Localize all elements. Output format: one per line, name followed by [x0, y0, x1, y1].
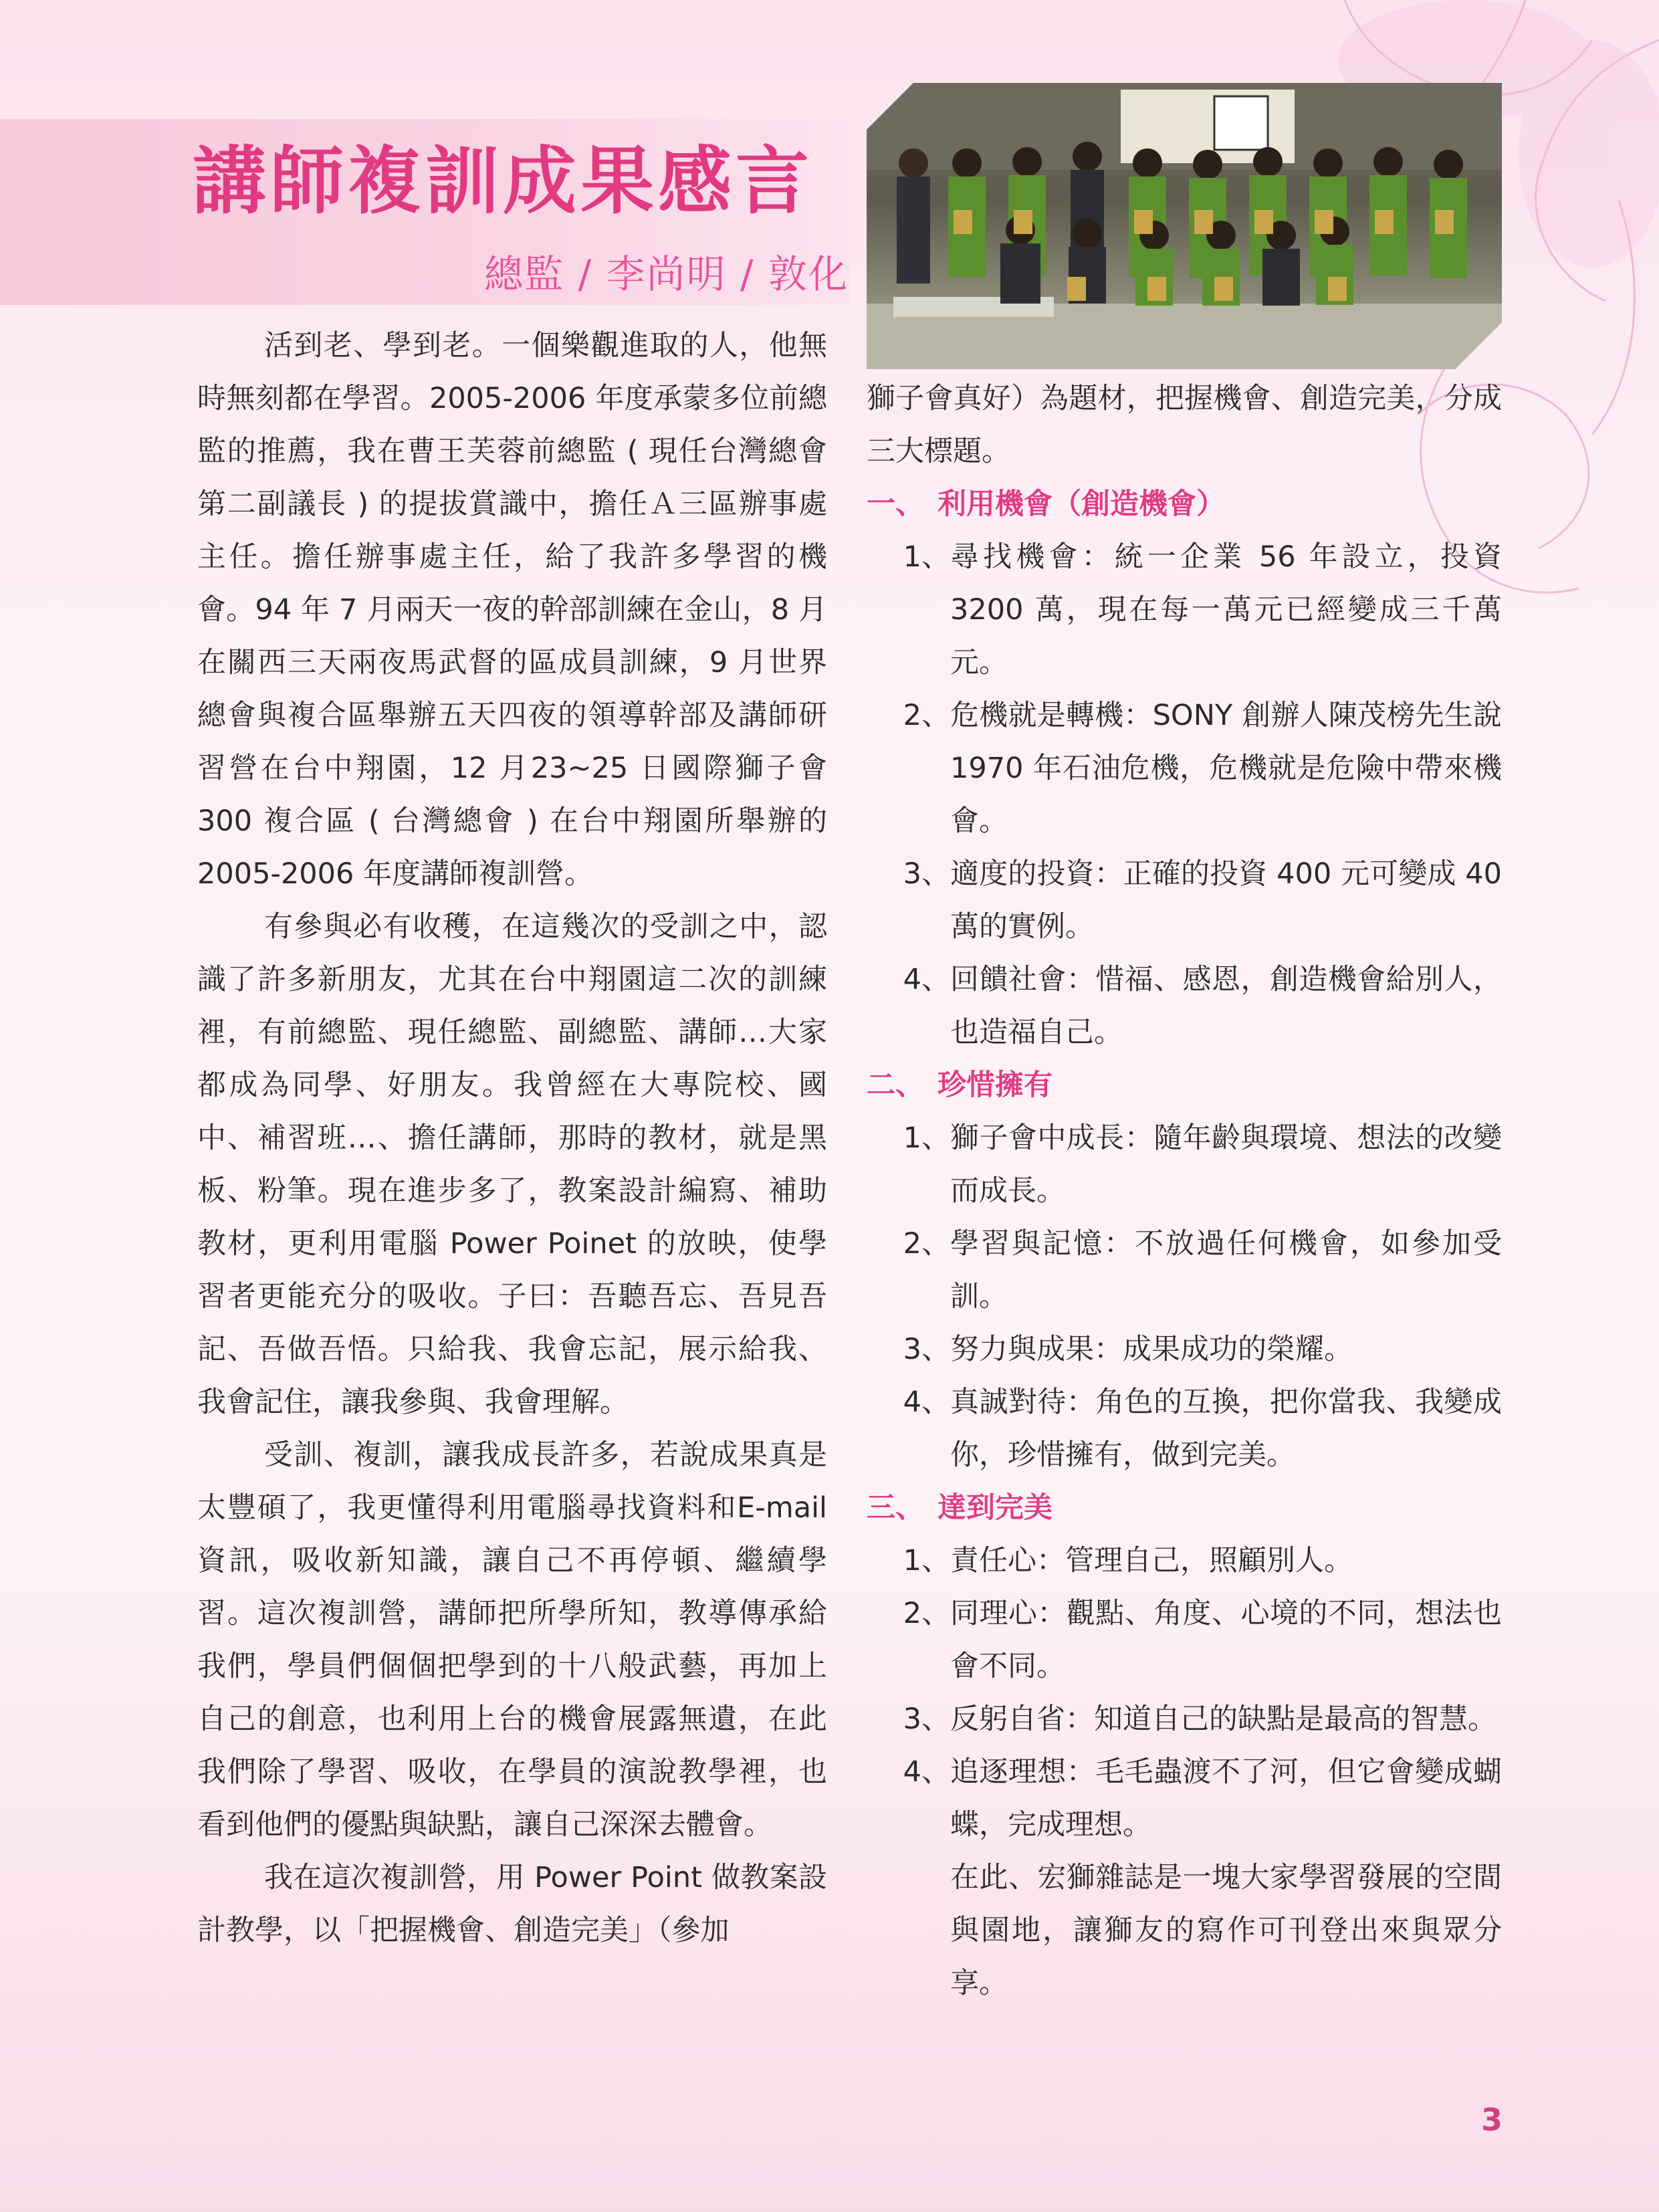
item-number: 4、 [903, 1755, 950, 1789]
item-number: 1、 [903, 540, 950, 574]
section-number: 一、 [867, 487, 924, 521]
list-item [867, 1746, 1502, 1852]
left-column [197, 320, 827, 1957]
item-text: 追逐理想：毛毛蟲渡不了河，但它會變成蝴蝶，完成理想。 [950, 1755, 1502, 1842]
item-text: 真誠對待：角色的互換，把你當我、我變成你，珍惜擁有，做到完美。 [950, 1386, 1502, 1472]
list-item [867, 1376, 1502, 1482]
item-number: 2、 [903, 699, 950, 732]
right-column [867, 372, 1502, 2010]
paragraph: 受訓、複訓，讓我成長許多，若說成果真是太豐碩了，我更懂得利用電腦尋找資料和E-mail 資訊，吸收新知識，讓自己不再停頓、繼續學習。這次複訓營，講師把所學所知，教導傳承給我們，學員們個個把學到的十八般武藝，再加上自己的創意，也利用上台的機會展露無遺，在此我們除了學習、吸收，在學員的演說教學裡，也看到他們的優點與缺點，讓自己深深去體會。 [197, 1438, 827, 1842]
list-item [867, 848, 1502, 954]
item-text: 反躬自省：知道自己的缺點是最高的智慧。 [950, 1702, 1497, 1736]
item-number: 2、 [903, 1227, 950, 1260]
list-item [867, 954, 1502, 1059]
section-heading [867, 1059, 1502, 1112]
section-heading [867, 1482, 1502, 1535]
list-item [867, 1693, 1502, 1746]
section-title: 珍惜擁有 [937, 1069, 1053, 1102]
item-number: 2、 [903, 1597, 950, 1630]
paragraph: 獅子會真好）為題材，把握機會、創造完美，分成三大標題。 [867, 382, 1502, 468]
paragraph: 活到老、學到老。一個樂觀進取的人，他無時無刻都在學習。2005-2006 年度承蒙多位前總監的推薦，我在曹王芙蓉前總監 ( 現任台灣總會第二副議長 ) 的提拔賞識中，擔任Ａ三區辦事處主任。擔任辦事處主任，給了我許多學習的機會。94 年 7 月兩天一夜的幹部訓練在金山，8 月在關西三天兩夜馬武督的區成員訓練，9 月世界總會與複合區舉辦五天四夜的領導幹部及講師研習營在台中翔園，12 月23~25 日國際獅子會 300 複合區 ( 台灣總會 ) 在台中翔園所舉辦的 2005-2006 年度講師複訓營。 [197, 329, 827, 891]
list-item [867, 1535, 1502, 1587]
item-text: 回饋社會：惜福、感恩，創造機會給別人，也造福自己。 [950, 963, 1502, 1049]
section-heading [867, 478, 1502, 531]
group-photo [867, 83, 1502, 369]
item-number: 4、 [903, 963, 950, 996]
item-number: 4、 [903, 1386, 950, 1419]
item-text: 獅子會中成長：隨年齡與環境、想法的改變而成長。 [950, 1121, 1502, 1208]
closing-paragraph: 在此、宏獅雜誌是一塊大家學習發展的空間與園地，讓獅友的寫作可刊登出來與眾分享。 [950, 1861, 1502, 2000]
item-text: 危機就是轉機：SONY 創辦人陳茂榜先生說 1970 年石油危機，危機就是危險中帶來機會。 [950, 699, 1502, 838]
list-item [867, 1323, 1502, 1376]
section-number: 三、 [867, 1491, 924, 1525]
item-text: 同理心：觀點、角度、心境的不同，想法也會不同。 [950, 1597, 1502, 1683]
item-text: 努力與成果：成果成功的榮耀。 [950, 1333, 1353, 1366]
item-number: 1、 [903, 1121, 950, 1155]
page-title: 講師複訓成果感言 [193, 138, 813, 224]
list-item [867, 689, 1502, 848]
item-number: 3、 [903, 857, 950, 891]
paragraph: 我在這次複訓營，用 Power Point 做教案設計教學，以「把握機會、創造完美」（參加 [197, 1861, 827, 1947]
item-text: 責任心：管理自己，照顧別人。 [950, 1544, 1353, 1577]
section-number: 二、 [867, 1069, 924, 1102]
item-text: 尋找機會：統一企業 56 年設立，投資 3200 萬，現在每一萬元已經變成三千萬元。 [950, 540, 1502, 679]
group-photo-illustration [867, 83, 1502, 369]
author-byline: 總監 / 李尚明 / 敦化 [484, 251, 849, 297]
list-item [867, 1587, 1502, 1693]
list-item [867, 1218, 1502, 1323]
list-item [867, 1112, 1502, 1218]
section-title: 利用機會（創造機會） [937, 487, 1225, 521]
page-number: 3 [1481, 2102, 1503, 2138]
section-title: 達到完美 [937, 1491, 1053, 1525]
item-text: 學習與記憶：不放過任何機會，如參加受訓。 [950, 1227, 1502, 1313]
item-number: 1、 [903, 1544, 950, 1577]
paragraph: 有參與必有收穫，在這幾次的受訓之中，認識了許多新朋友，尤其在台中翔園這二次的訓練裡，有前總監、現任總監、副總監、講師…大家都成為同學、好朋友。我曾經在大專院校、國中、補習班…、擔任講師，那時的教材，就是黑板、粉筆。現在進步多了，教案設計編寫、補助教材，更利用電腦 Power Poinet 的放映，使學習者更能充分的吸收。子曰：吾聽吾忘、吾見吾記、吾做吾悟。只給我、我會忘記，展示給我、我會記住，讓我參與、我會理解。 [197, 910, 827, 1419]
item-number: 3、 [903, 1333, 950, 1366]
item-number: 3、 [903, 1702, 950, 1736]
list-item [867, 531, 1502, 689]
item-text: 適度的投資：正確的投資 400 元可變成 40 萬的實例。 [950, 857, 1502, 944]
